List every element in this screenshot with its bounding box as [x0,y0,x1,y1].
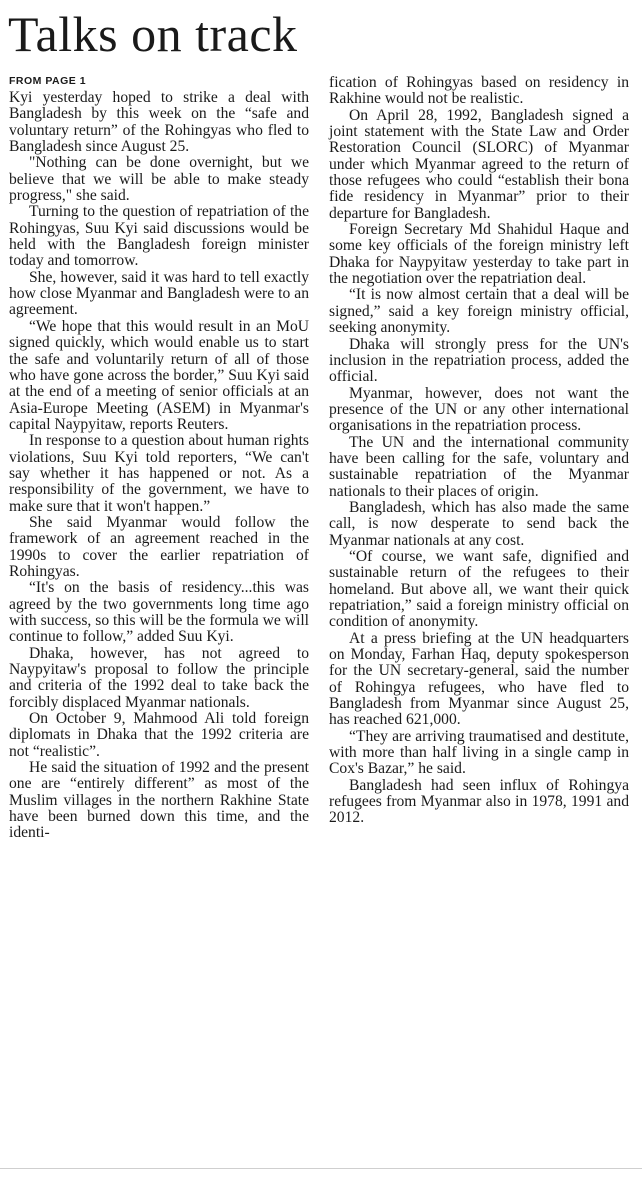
paragraph: Bangladesh, which has also made the same call, is now desperate to send back the Myanmar nationals at any cost. [329,498,629,549]
paragraph: "Nothing can be done overnight, but we believe that we will be able to make steady progress," she said. [9,154,309,205]
paragraph: She said Myanmar would follow the framework of an agreement reached in the 1990s to cover the earlier repatriation of Rohingyas. [9,513,309,580]
paragraph: At a press briefing at the UN headquarters on Monday, Farhan Haq, deputy spokesperson for the UN secretary-general, said the number of Rohingya refugees, who have fled to Bangladesh from Myanmar since August 25, has reached 621,000. [329,629,629,729]
paragraph: “It's on the basis of residency...this was agreed by the two governments long time ago with success, so this will be the formula we will continue to follow,” added Suu Kyi. [9,579,309,646]
paragraph: In response to a question about human rights violations, Suu Kyi told reporters, “We can't say whether it has happened or not. As a responsibility of the government, we have to make sure that it won't happen.” [9,432,309,515]
paragraph: “Of course, we want safe, dignified and sustainable return of the refugees to their homeland. But above all, we want their quick repatriation,” said a foreign ministry official on condition of anonymity. [329,547,629,631]
paragraph: “They are arriving traumatised and destitute, with more than half living in a single camp in Cox's Bazar,” he said. [329,727,629,778]
paragraph: He said the situation of 1992 and the present one are “entirely different” as most of the Muslim villages in the northern Rakhine State have been burned down this time, and the identi- [9,759,309,842]
paragraph: Foreign Secretary Md Shahidul Haque and some key officials of the foreign ministry left Dhaka for Naypyitaw yesterday to take part in the negotiation over the repatriation deal. [329,221,629,288]
paragraph: “It is now almost certain that a deal will be signed,” said a key foreign ministry official, seeking anonymity. [329,286,629,337]
paragraph: On October 9, Mahmood Ali told foreign diplomats in Dhaka that the 1992 criteria are not “realistic”. [9,710,309,760]
paragraph: The UN and the international community have been calling for the safe, voluntary and sustainable repatriation of the Myanmar nationals to their places of origin. [329,433,629,500]
paragraph: Dhaka will strongly press for the UN's inclusion in the repatriation process, added the official. [329,335,629,386]
paragraph: “We hope that this would result in an MoU signed quickly, which would enable us to start the safe and voluntarily return of all of those who have gone across the border,” Suu Kyi said at the end of a meeting of senior officials at an Asia-Europe Meeting (ASEM) in Myanmar's capital Naypyitaw, reports Reuters. [9,317,309,433]
bottom-rule [0,1168,642,1169]
paragraph: Turning to the question of repatriation of the Rohingyas, Suu Kyi said discussions would be held with the Bangladesh foreign minister today and tomorrow. [9,203,309,270]
paragraph: Myanmar, however, does not want the presence of the UN or any other international organisations in the repatriation process. [329,384,629,435]
paragraph: On April 28, 1992, Bangladesh signed a joint statement with the State Law and Order Restoration Council (SLORC) of Myanmar under which Myanmar agreed to the return of those refugees who could “establish their bona fide residency in Myanmar” prior to their departure for Bangladesh. [329,106,629,222]
paragraph: Dhaka, however, has not agreed to Naypyitaw's proposal to follow the principle and criteria of the 1992 deal to take back the forcibly displaced Myanmar nationals. [9,644,309,711]
paragraph: fication of Rohingyas based on residency in Rakhine would not be realistic. [329,74,629,108]
right-column [329,75,629,827]
left-column [9,74,309,842]
paragraph: Kyi yesterday hoped to strike a deal with Bangladesh by this week on the “safe and voluntary return” of the Rohingyas who fled to Bangladesh since August 25. [9,89,309,156]
kicker-from-page-1: FROM PAGE 1 [9,75,87,87]
paragraph: She, however, said it was hard to tell exactly how close Myanmar and Bangladesh were to an agreement. [9,268,309,319]
paragraph: Bangladesh had seen influx of Rohingya refugees from Myanmar also in 1978, 1991 and 2012. [329,776,629,827]
headline: Talks on track [8,6,298,62]
